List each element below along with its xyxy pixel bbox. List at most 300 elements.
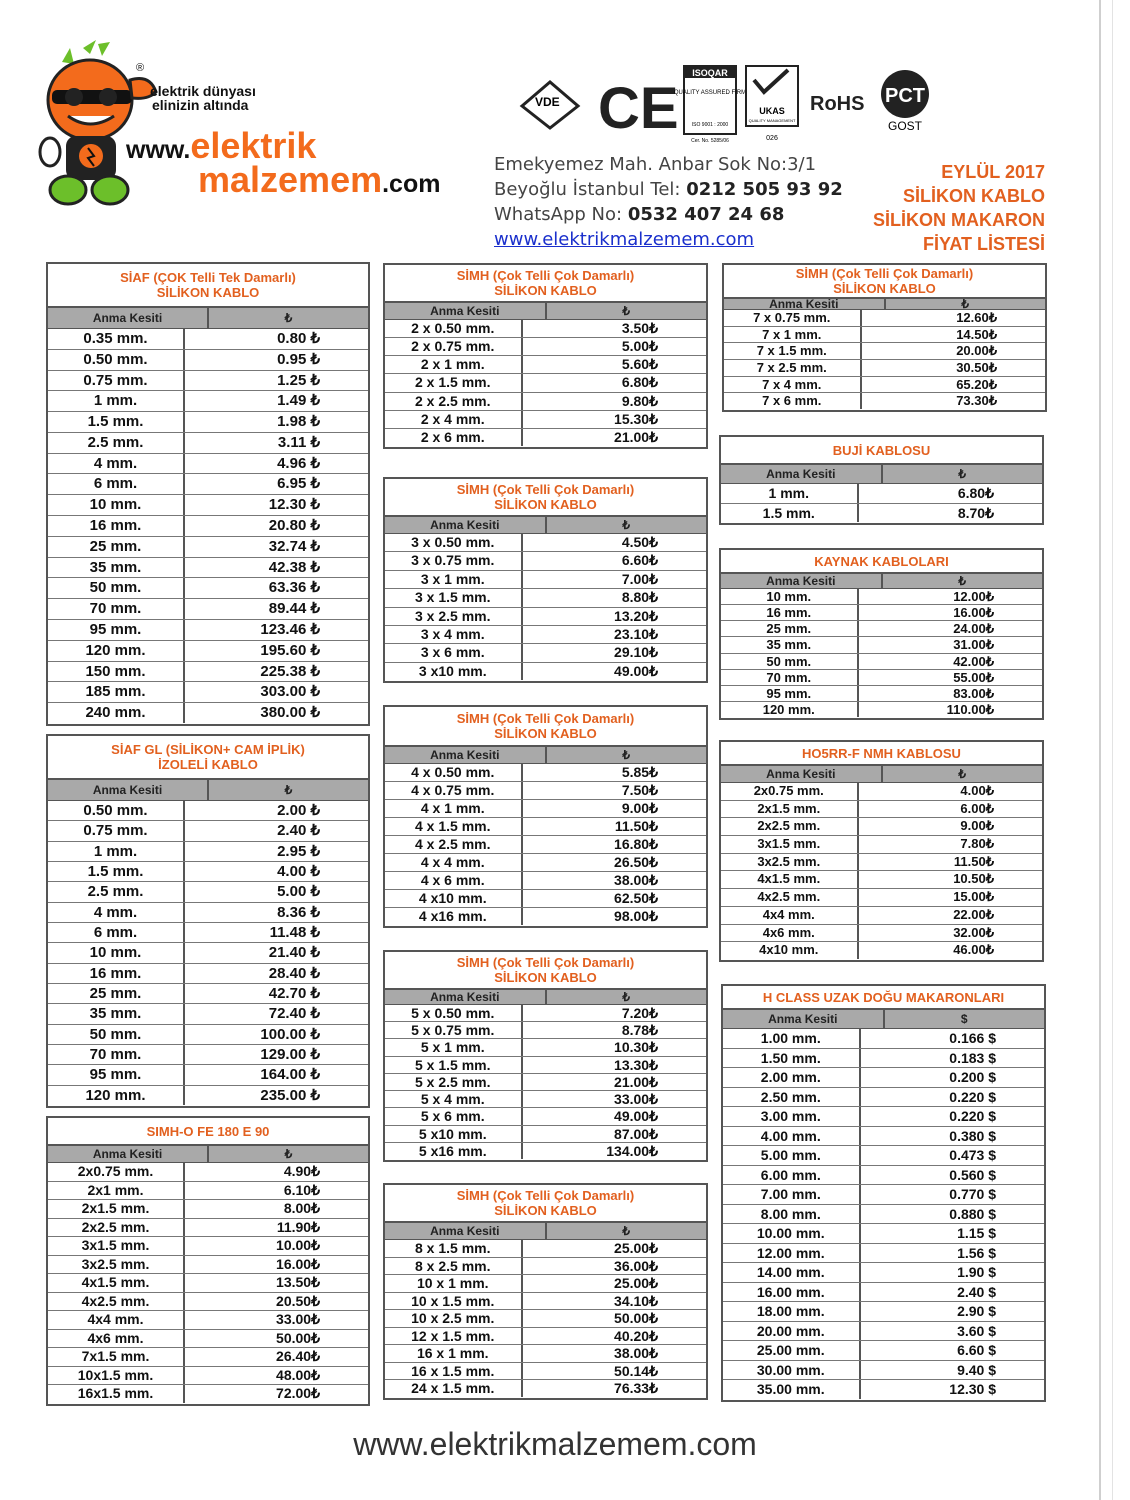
column-header: Anma Kesiti [721,766,883,782]
price-cell: 2.00 ₺ [277,802,320,819]
table-row [48,1163,368,1182]
gost-logo-icon [881,70,929,133]
size-cell: 35 mm. [48,558,185,578]
table-row [48,1045,368,1065]
svg-text:VDE: VDE [535,95,560,109]
table-row [385,1074,706,1091]
size-cell: 2 x 6 mm. [385,429,523,446]
price-cell: 62.50₺ [614,890,658,906]
registered-mark: ® [136,62,145,74]
table-row [385,800,706,818]
price-cell: 8.36 ₺ [277,903,320,921]
table-row [48,882,368,902]
price-cell: 225.38 ₺ [260,662,320,680]
table-row [48,1367,368,1386]
table-row [385,1275,706,1293]
table-row [385,1091,706,1108]
size-cell: 16 mm. [48,516,185,536]
table-row [723,1029,1044,1049]
table-row [721,783,1042,801]
price-cell: 50.00₺ [614,1310,658,1327]
size-cell: 1.50 mm. [723,1049,861,1068]
price-cell: 1.56 $ [957,1244,996,1261]
price-cell: 5.00 ₺ [277,883,320,901]
table-row [723,1283,1044,1303]
svg-text:026: 026 [766,135,778,142]
column-header: Anma Kesiti [385,990,547,1004]
table-row [385,1240,706,1258]
column-header: ₺ [284,311,293,325]
size-cell: 3x2.5 mm. [48,1256,185,1274]
svg-text:Cer. No. 5285/06: Cer. No. 5285/06 [691,138,729,144]
size-cell: 24 x 1.5 mm. [385,1380,523,1397]
price-cell: 40.20₺ [614,1327,658,1344]
size-cell: 5 x 4 mm. [385,1091,523,1107]
brand-name-2 [198,160,440,204]
table-row [48,1025,368,1045]
price-cell: 3.11 ₺ [277,433,320,451]
table-row [385,1108,706,1125]
price-cell: 10.30₺ [614,1039,658,1056]
price-cell: 100.00 ₺ [260,1025,320,1043]
size-cell: 10.00 mm. [723,1224,861,1243]
size-cell: 3 x 6 mm. [385,644,523,661]
table-title-line: SİMH (Çok Telli Çok Damarlı) [456,268,635,283]
table-row [48,801,368,821]
size-cell: 0.75 mm. [48,371,185,391]
table-row [385,1258,706,1276]
price-cell: 12.00₺ [953,589,994,604]
size-cell: 95 mm. [721,686,859,701]
table-header-row [48,780,368,801]
brand-com: .com [382,170,441,198]
price-cell: 6.95 ₺ [277,475,320,493]
price-cell: 6.00₺ [960,800,994,816]
price-cell: 2.95 ₺ [277,842,320,860]
rohs-logo-icon: RoHS [810,93,865,115]
table-row [385,818,706,836]
table-row [721,836,1042,854]
table-row [723,1341,1044,1361]
price-cell: 4.90₺ [283,1163,320,1179]
column-header: ₺ [622,990,631,1004]
price-cell: 8.78₺ [621,1022,658,1039]
table-row [724,327,1045,344]
price-table [719,548,1044,720]
table-header-row [385,1223,706,1240]
price-cell: 13.30₺ [614,1056,658,1073]
table-row [385,1328,706,1346]
size-cell: 35.00 mm. [723,1380,861,1399]
size-cell: 16x1.5 mm. [48,1385,185,1403]
ce-mark-icon: CE [598,76,679,141]
size-cell: 4 x 0.75 mm. [385,782,523,799]
table-row [385,1005,706,1022]
price-cell: 15.00₺ [953,889,994,905]
price-cell: 20.80 ₺ [268,517,320,535]
vde-logo-icon [522,82,578,128]
table-title-line: SİMH (Çok Telli Çok Damarlı) [456,955,635,970]
table-row [721,907,1042,925]
table-title [724,265,1045,299]
size-cell: 240 mm. [48,703,185,723]
column-header: ₺ [958,574,967,588]
column-header: Anma Kesiti [723,1010,885,1028]
table-header-row [721,766,1042,783]
size-cell: 50 mm. [48,1025,185,1044]
table-row [48,391,368,412]
size-cell: 10 x 1 mm. [385,1275,523,1292]
size-cell: 10 mm. [48,943,185,962]
size-cell: 2.00 mm. [723,1068,861,1087]
size-cell: 3.00 mm. [723,1107,861,1126]
size-cell: 7 x 1.5 mm. [724,343,862,359]
price-cell: 49.00₺ [614,1108,658,1125]
column-header: Anma Kesiti [385,747,547,763]
price-cell: 42.00₺ [953,653,994,669]
table-row [385,1345,706,1363]
column-header: ₺ [284,1147,293,1161]
table-row [721,889,1042,907]
table-header-row [385,517,706,534]
table-row [721,925,1042,943]
svg-text:QUALITY MANAGEMENT: QUALITY MANAGEMENT [748,118,796,123]
size-cell: 2x1.5 mm. [48,1200,185,1218]
size-cell: 0.35 mm. [48,329,185,349]
size-cell: 1.5 mm. [721,504,859,523]
table-title [721,742,1042,766]
table-row [48,1065,368,1085]
size-cell: 2 x 0.50 mm. [385,320,523,337]
price-cell: 20.50₺ [276,1292,320,1309]
size-cell: 10 x 1.5 mm. [385,1293,523,1310]
price-table [721,984,1046,1402]
size-cell: 7 x 4 mm. [724,377,862,393]
table-title-line: SİLİKON KABLO [494,1203,597,1218]
table-row [385,782,706,800]
table-title [385,479,706,517]
price-cell: 9.40 $ [957,1361,996,1378]
table-row [721,605,1042,621]
size-cell: 2x0.75 mm. [721,783,859,800]
price-cell: 32.00₺ [953,924,994,940]
table-row [721,818,1042,836]
svg-text:QUALITY ASSURED FIRM: QUALITY ASSURED FIRM [673,90,747,96]
table-header-row [721,574,1042,589]
size-cell: 30.00 mm. [723,1361,861,1380]
size-cell: 4 x10 mm. [385,890,523,907]
table-row [385,663,706,680]
size-cell: 5 x 2.5 mm. [385,1074,523,1090]
price-cell: 21.40 ₺ [268,944,320,962]
size-cell: 4 x 6 mm. [385,872,523,889]
table-header-row [385,990,706,1005]
price-cell: 12.30 $ [949,1381,996,1398]
price-cell: 83.00₺ [953,685,994,701]
size-cell: 7 x 0.75 mm. [724,310,862,326]
price-cell: 4.96 ₺ [277,454,320,472]
price-cell: 72.00₺ [276,1385,320,1402]
table-row [48,620,368,641]
table-row [48,350,368,371]
size-cell: 10 x 2.5 mm. [385,1310,523,1327]
price-cell: 50.00₺ [276,1329,320,1346]
size-cell: 14.00 mm. [723,1263,861,1282]
price-cell: 129.00 ₺ [260,1045,320,1063]
price-cell: 6.80₺ [957,485,994,501]
size-cell: 4 x16 mm. [385,908,523,925]
size-cell: 3 x 4 mm. [385,626,523,643]
price-cell: 8.00₺ [283,1200,320,1217]
price-cell: 6.10₺ [283,1181,320,1198]
price-cell: 15.30₺ [614,410,658,427]
size-cell: 3 x10 mm. [385,663,523,680]
ukas-logo-icon [746,66,798,142]
table-row [723,1049,1044,1069]
table-header-row [721,465,1042,484]
table-row [48,1219,368,1238]
table-header-row [724,299,1045,310]
price-cell: 9.00₺ [621,800,658,816]
price-cell: 16.00₺ [953,605,994,621]
certification-logos [518,62,938,152]
price-table [383,1183,708,1400]
table-title-line: BUJİ KABLOSU [832,442,931,458]
size-cell: 35 mm. [48,1004,185,1023]
size-cell: 1.5 mm. [48,412,185,432]
table-title [385,265,706,303]
table-row [385,1057,706,1074]
size-cell: 4 mm. [48,454,185,474]
size-cell: 5 x 0.50 mm. [385,1005,523,1021]
column-header: ₺ [622,518,631,532]
price-cell: 55.00₺ [953,669,994,685]
table-row [48,862,368,882]
size-cell: 1 mm. [48,391,185,411]
table-row [48,641,368,662]
price-cell: 3.60 $ [957,1322,996,1339]
size-cell: 2 x 1 mm. [385,356,523,373]
table-row [48,1385,368,1403]
size-cell: 185 mm. [48,682,185,702]
price-cell: 0.220 $ [949,1088,996,1105]
column-header: ₺ [622,748,631,762]
table-row [724,343,1045,360]
table-row [385,552,706,570]
price-cell: 7.50₺ [621,782,658,798]
size-cell: 3x1.5 mm. [48,1237,185,1255]
price-cell: 31.00₺ [953,637,994,653]
size-cell: 95 mm. [48,620,185,640]
table-title-line: SİMH (Çok Telli Çok Damarlı) [795,266,974,281]
whatsapp-line: WhatsApp No: 0532 407 24 68 [494,204,785,225]
table-row [721,871,1042,889]
size-cell: 7 x 1 mm. [724,327,862,343]
table-row [721,621,1042,637]
price-cell: 72.40 ₺ [268,1005,320,1023]
table-row [723,1244,1044,1264]
column-header: Anma Kesiti [385,1223,547,1239]
price-table [46,1116,370,1406]
column-header: ₺ [961,297,970,311]
table-title [48,264,368,308]
price-cell: 23.10₺ [614,625,658,642]
size-cell: 2 x 1.5 mm. [385,374,523,391]
size-cell: 2.5 mm. [48,882,185,901]
table-header-row [48,308,368,329]
size-cell: 120 mm. [48,1086,185,1105]
table-row [48,454,368,475]
table-row [723,1088,1044,1108]
table-title-line: SİAF (ÇOK Telli Tek Damarlı) [120,270,296,285]
price-cell: 46.00₺ [953,942,994,958]
column-header: ₺ [622,1224,631,1238]
size-cell: 2x2.5 mm. [48,1219,185,1237]
size-cell: 16 mm. [48,964,185,983]
size-cell: 12 x 1.5 mm. [385,1328,523,1345]
size-cell: 25.00 mm. [723,1341,861,1360]
table-row [385,1126,706,1143]
table-row [385,872,706,890]
table-row [721,801,1042,819]
size-cell: 3 x 0.50 mm. [385,534,523,551]
price-cell: 13.20₺ [614,607,658,624]
price-cell: 33.00₺ [614,1091,658,1108]
table-row [385,908,706,925]
size-cell: 35 mm. [721,637,859,652]
column-header: Anma Kesiti [48,1146,209,1162]
size-cell: 3x1.5 mm. [721,836,859,853]
column-header: Anma Kesiti [48,308,209,328]
table-row [48,433,368,454]
table-row [723,1146,1044,1166]
price-cell: 8.80₺ [621,589,658,606]
svg-text:ISO 9001 : 2000: ISO 9001 : 2000 [691,122,729,128]
price-cell: 65.20₺ [956,376,997,392]
table-row [723,1185,1044,1205]
size-cell: 3 x 1 mm. [385,571,523,588]
table-row [48,1311,368,1330]
size-cell: 95 mm. [48,1065,185,1084]
price-cell: 0.473 $ [949,1147,996,1164]
table-row [385,890,706,908]
svg-text:ISOQAR: ISOQAR [692,68,728,78]
size-cell: 2.50 mm. [723,1088,861,1107]
address-line-2: Beyoğlu İstanbul Tel: 0212 505 93 92 [494,179,843,200]
table-row [48,578,368,599]
price-cell: 0.880 $ [949,1205,996,1222]
size-cell: 8.00 mm. [723,1205,861,1224]
price-cell: 0.183 $ [949,1049,996,1066]
table-row [48,923,368,943]
size-cell: 10x1.5 mm. [48,1367,185,1385]
price-cell: 21.00₺ [614,428,658,445]
price-table [719,435,1044,525]
table-row [48,903,368,923]
price-cell: 21.00₺ [614,1073,658,1090]
price-table [719,740,1044,962]
price-cell: 380.00 ₺ [260,704,320,722]
price-cell: 73.30₺ [956,393,997,409]
price-cell: 9.80₺ [621,392,658,409]
size-cell: 6 mm. [48,923,185,942]
table-row [48,984,368,1004]
table-row [48,599,368,620]
table-row [721,686,1042,702]
size-cell: 7x1.5 mm. [48,1348,185,1366]
price-cell: 1.90 $ [957,1264,996,1281]
price-cell: 33.00₺ [276,1311,320,1328]
size-cell: 1.00 mm. [723,1029,861,1048]
price-cell: 29.10₺ [614,644,658,661]
size-cell: 50 mm. [48,578,185,598]
price-cell: 0.770 $ [949,1186,996,1203]
price-cell: 6.60₺ [621,552,658,569]
size-cell: 2x0.75 mm. [48,1163,185,1181]
price-list-title [873,160,1045,256]
table-title-line: SİLİKON KABLO [833,281,936,296]
table-row [721,854,1042,872]
size-cell: 8 x 2.5 mm. [385,1258,523,1275]
price-cell: 235.00 ₺ [260,1086,320,1104]
table-row [48,662,368,683]
address-line-1: Emekyemez Mah. Anbar Sok No:3/1 [494,154,817,175]
price-table [383,705,708,928]
size-cell: 16.00 mm. [723,1283,861,1302]
size-cell: 16 mm. [721,605,859,620]
table-header-row [385,303,706,320]
table-row [724,360,1045,377]
column-header: ₺ [958,767,967,781]
price-cell: 11.90₺ [276,1218,320,1235]
size-cell: 1 mm. [48,842,185,861]
price-table [383,950,708,1162]
size-cell: 4 mm. [48,903,185,922]
table-title [48,736,368,780]
table-title-line: HO5RR-F NMH KABLOSU [802,745,961,761]
price-cell: 49.00₺ [614,662,658,679]
table-row [385,764,706,782]
table-row [48,1274,368,1293]
table-row [385,374,706,392]
price-cell: 98.00₺ [614,908,658,924]
size-cell: 50 mm. [721,654,859,669]
column-header: Anma Kesiti [385,517,547,533]
brand-elektrik: elektrik [190,125,317,166]
website-link[interactable]: www.elektrikmalzemem.com [494,229,755,250]
price-cell: 0.95 ₺ [277,350,320,368]
table-row [48,964,368,984]
size-cell: 1.5 mm. [48,862,185,881]
size-cell: 10 mm. [721,589,859,604]
table-row [721,637,1042,653]
table-row [48,1182,368,1201]
footer-website: www.elektrikmalzemem.com [353,1426,757,1462]
size-cell: 120 mm. [721,702,859,717]
table-title [385,707,706,747]
price-cell: 9.00₺ [960,818,994,834]
price-cell: 25.00₺ [614,1275,658,1292]
table-row [385,429,706,446]
size-cell: 4x6 mm. [48,1330,185,1348]
price-cell: 2.90 $ [957,1303,996,1320]
table-row [724,393,1045,409]
size-cell: 25 mm. [48,984,185,1003]
size-cell: 16 x 1 mm. [385,1345,523,1362]
table-row [48,821,368,841]
size-cell: 2x1 mm. [48,1182,185,1200]
price-cell: 5.85₺ [621,764,658,780]
